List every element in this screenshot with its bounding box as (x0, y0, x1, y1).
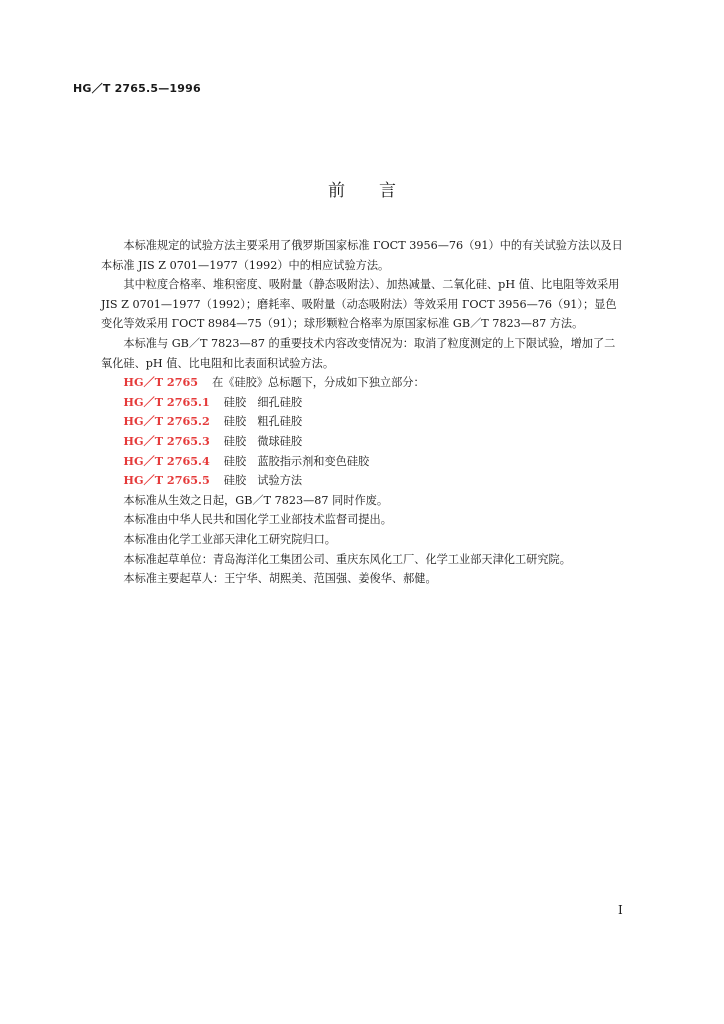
part-text: 硅胶 微球硅胶 (223, 434, 303, 448)
paragraph-under-jurisdiction: 本标准由化学工业部天津化工研究院归口。 (123, 532, 336, 546)
list-item (101, 432, 625, 452)
part-text: 在《硅胶》总标题下，分成如下独立部分： (212, 376, 425, 390)
list-item (101, 412, 625, 432)
paragraph-changes: 本标准与 GB／T 7823—87 的重要技术内容改变情况为：取消了粒度测定的上下限试验，增加了二氧化硅、pH 值、比电阻和比表面积试验方法。 (101, 336, 616, 370)
paragraph-drafters: 本标准主要起草人：王宁华、胡熙美、范国强、姜俊华、郝健。 (123, 572, 437, 586)
part-code: HG／T 2765.1 (123, 394, 210, 409)
part-text: 硅胶 细孔硅胶 (223, 395, 303, 409)
page-number: I (618, 903, 623, 917)
page-title: 前言 (328, 181, 430, 201)
paragraph-equivalence: 其中粒度合格率、堆积密度、吸附量（静态吸附法）、加热减量、二氧化硅、pH 值、比电阻等效采用 JIS Z 0701—1977（1992）；磨耗率、吸附量（动态吸附法）等效采用 ГОСТ 3956—76（91）；显色变化等效采用 ГОСТ 8984—75（91）；球形颗粒合格率为原国家标准 GB／T 7823—87 方法。 (101, 278, 620, 331)
list-item (101, 471, 625, 491)
paragraph-drafting-units: 本标准起草单位：青岛海洋化工集团公司、重庆东风化工厂、化学工业部天津化工研究院。 (123, 552, 571, 566)
paragraph-supersede: 本标准从生效之日起，GB／T 7823—87 同时作废。 (123, 493, 389, 507)
part-code: HG／T 2765 (123, 375, 199, 390)
list-item (101, 452, 625, 472)
foreword-body (101, 236, 625, 589)
part-code: HG／T 2765.2 (123, 414, 210, 429)
part-text: 硅胶 试验方法 (223, 474, 303, 488)
part-code: HG／T 2765.3 (123, 433, 210, 448)
list-item (101, 393, 625, 413)
parts-list (101, 373, 625, 491)
paragraph-methods-source: 本标准规定的试验方法主要采用了俄罗斯国家标准 ГОСТ 3956—76（91）中的有关试验方法以及日本标准 JIS Z 0701—1977（1992）中的相应试验方法。 (101, 239, 623, 272)
part-text: 硅胶 蓝胶指示剂和变色硅胶 (223, 454, 370, 468)
standard-code-header: HG／T 2765.5—1996 (73, 82, 201, 95)
part-code: HG／T 2765.4 (123, 453, 210, 468)
paragraph-proposed-by: 本标准由中华人民共和国化学工业部技术监督司提出。 (123, 513, 392, 527)
list-item (101, 373, 625, 393)
part-code: HG／T 2765.5 (123, 473, 210, 488)
part-text: 硅胶 粗孔硅胶 (223, 415, 303, 429)
